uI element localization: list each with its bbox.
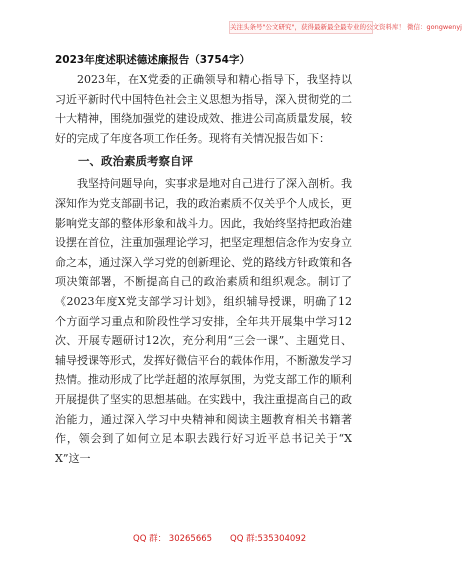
section-heading: 一、政治素质考察自评: [78, 154, 193, 169]
section-paragraph: 我坚持问题导向，实事求是地对自己进行了深入剖析。我深知作为党支部副书记，我的政治素质不仅关乎个人成长，更影响党支部的整体形象和战斗力。因此，我始终坚持把政治建设摆在首位，注重加强理论学习，把坚定理想信念作为安身立命之本，通过深入学习党的创新理论、党的路线方针政策和各项决策部署，不断提高自己的政治素质和组织观念。制订了《2023年度X党支部学习计划》，组织辅导授课，明确了12个方面学习重点和阶段性学习安排，全年共开展集中学习12次、开展专题研讨12次，充分利用“三会一课”、主题党日、辅导授课等形式，发挥好微信平台的载体作用，不断激发学习热情。推动形成了比学赶超的浓厚氛围，为党支部工作的顺利开展提供了坚实的思想基础。在实践中，我注重提高自己的政治能力，通过深入学习中央精神和阅读主题教育相关书籍著作，领会到了如何立足本职去践行好习近平总书记关于“XX”这一: [55, 177, 352, 465]
intro-paragraph: 2023年，在X党委的正确领导和精心指导下，我坚持以习近平新时代中国特色社会主义思想为指导，深入贯彻党的二十大精神，围绕加强党的建设成效、推进公司高质量发展，较好的完成了年度各项工作任务。现将有关情况报告如下：: [55, 73, 352, 145]
document-body: [55, 70, 352, 468]
footer-qq-group-2: QQ 群:535304092: [230, 534, 307, 544]
header-banner: 关注头条号"公文研究"，获得最新最全最专业的公文资料库！ 微信：gongwenyj: [229, 21, 373, 34]
footer: [0, 532, 408, 548]
document-title: 2023年度述职述德述廉报告（3754字）: [55, 54, 250, 66]
footer-qq-group-1: QQ 群： 30265665: [133, 534, 213, 544]
